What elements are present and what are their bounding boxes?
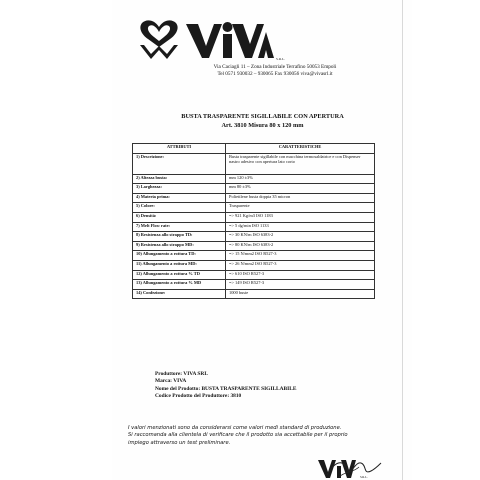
table-row — [133, 193, 375, 203]
table-row — [133, 251, 375, 261]
footer-legal-suffix: S.R.L. — [360, 475, 368, 479]
column-header-characteristics: CARATTERISTICHE — [226, 144, 375, 154]
value-cell: => 149 ISO R527-3 — [226, 280, 375, 290]
note-line: Si raccomanda alla clientela di verificare che il prodotto sia accettabile per il proprio — [128, 432, 348, 439]
attribute-cell: 13) Allungamento a rottura % MD — [133, 280, 226, 290]
value-cell: => 921 Kg/m3 ISO 1183 — [226, 212, 375, 222]
note-line: impiego attraverso un test preliminare. — [128, 439, 231, 446]
attribute-cell: 2) Altezza busta: — [133, 174, 226, 184]
title-line: BUSTA TRASPARENTE SIGILLABILE CON APERTURA — [181, 113, 344, 120]
table-row — [133, 232, 375, 242]
value-cell: 1000 buste — [226, 289, 375, 299]
value-cell: => 15 N/mm2 ISO R527-3 — [226, 251, 375, 261]
attribute-cell: 10) Allungamento a rottura TD: — [133, 251, 226, 261]
viva-wordmark-logo — [186, 20, 276, 60]
address-line: Via Caciagli 11 – Zona Industriale Terrafino 50053 Empoli — [213, 64, 337, 70]
attribute-cell: 14) Confezione: — [133, 289, 226, 299]
attribute-cell: 11) Allungamento a rottura MD: — [133, 260, 226, 270]
viva-heart-logo-icon — [136, 19, 182, 61]
document-title — [135, 112, 390, 130]
value-cell: Polietilene busta doppia 35 micron — [226, 193, 375, 203]
value-cell: => 610 ISO R527-3 — [226, 270, 375, 280]
value-cell: => 5 dg/min ISO 1133 — [226, 222, 375, 232]
table-row — [133, 174, 375, 184]
table-row — [133, 153, 375, 174]
attribute-cell: 12) Allungamento a rottura % TD — [133, 270, 226, 280]
brand-line: Marca: VIVA — [155, 378, 187, 385]
product-code-line: Codice Prodotto del Produttore: 3810 — [155, 392, 242, 399]
value-cell: => 80 KN/m ISO 6383-2 — [226, 241, 375, 251]
attribute-cell: 7) Melt Flow rate: — [133, 222, 226, 232]
table-row — [133, 270, 375, 280]
disclaimer-notes — [128, 425, 398, 447]
attribute-cell: 9) Resistenza allo strappo MD: — [133, 241, 226, 251]
note-line: I valori menzionati sono da considerarsi come valori medi standard di produzione. — [128, 425, 342, 431]
value-cell: => 26 N/mm2 ISO R527-3 — [226, 260, 375, 270]
attribute-cell: 5) Colore: — [133, 203, 226, 213]
value-cell: Busta trasparente sigillabile con macchina termosaldatrice e con Dispenser nastro adesivo con apertura lato corto — [226, 153, 375, 174]
table-row — [133, 241, 375, 251]
company-address — [200, 64, 350, 78]
value-cell: mm 120 ±3% — [226, 174, 375, 184]
attribute-cell: 6) Densità: — [133, 212, 226, 222]
table-row — [133, 289, 375, 299]
contact-line: Tel 0571 930032 – 930065 Fax 930056 viva@vivasrl.it — [217, 71, 333, 78]
attribute-cell: 1) Descrizione: — [133, 153, 226, 174]
specification-table — [132, 143, 375, 299]
table-row — [133, 184, 375, 194]
logo-legal-suffix: S.R.L. — [276, 57, 286, 61]
page-edge-line — [402, 0, 403, 480]
article-line: Art. 3810 Misura 80 x 120 mm — [221, 122, 304, 129]
table-row — [133, 222, 375, 232]
producer-line: Produttore: VIVA SRL — [155, 371, 208, 377]
handwritten-signature — [325, 455, 383, 480]
table-row — [133, 280, 375, 290]
table-header-row — [133, 144, 375, 154]
attribute-cell: 8) Resistenza allo strappo TD: — [133, 232, 226, 242]
value-cell: mm 80 ±3% — [226, 184, 375, 194]
attribute-cell: 4) Materia prima: — [133, 193, 226, 203]
table-row — [133, 260, 375, 270]
attribute-cell: 3) Larghezza: — [133, 184, 226, 194]
column-header-attributes: ATTRIBUTI — [133, 144, 226, 154]
product-info-block — [155, 371, 296, 400]
product-name-line: Nome del Prodotto: BUSTA TRASPARENTE SIGILLABILE — [155, 385, 297, 392]
table-row — [133, 212, 375, 222]
table-row — [133, 203, 375, 213]
value-cell: Trasparente — [226, 203, 375, 213]
value-cell: => 30 KN/m ISO 6383-2 — [226, 232, 375, 242]
